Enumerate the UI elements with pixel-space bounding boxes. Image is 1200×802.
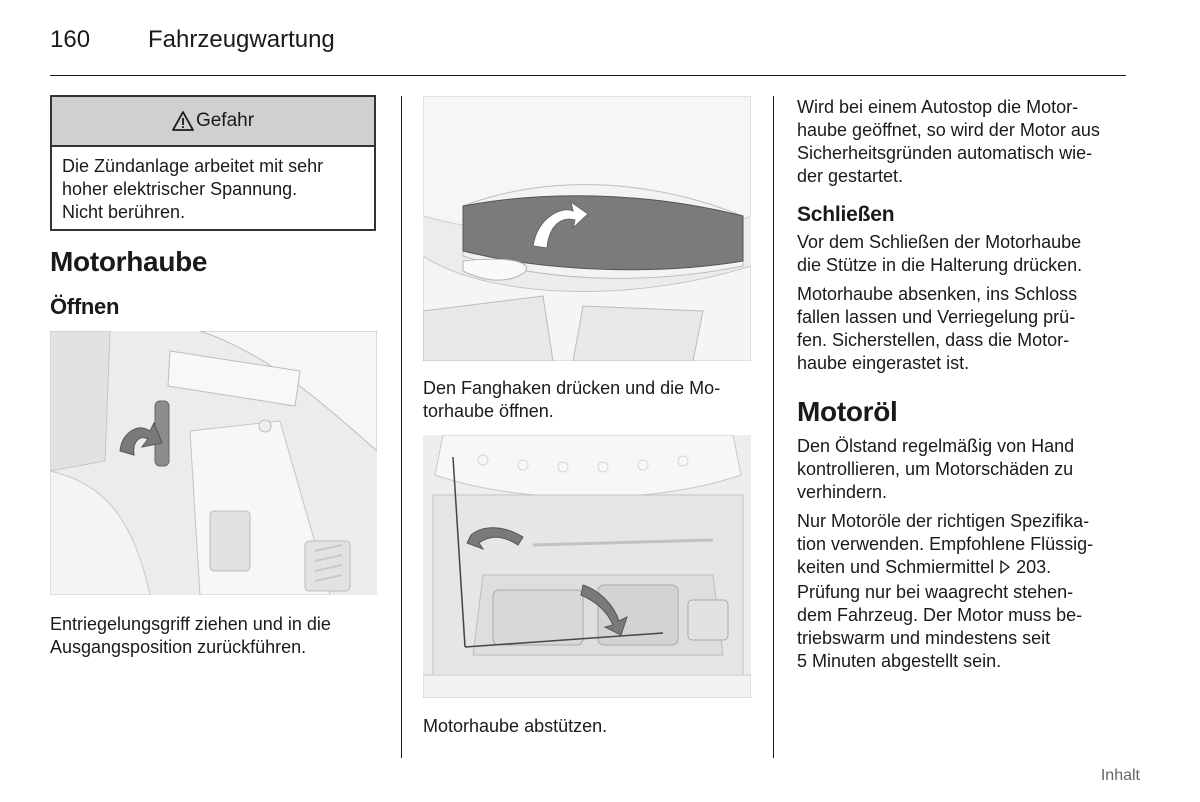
subsection-heading-oeffnen: Öffnen xyxy=(50,294,120,319)
oil-reference-page[interactable]: 203. xyxy=(1011,557,1052,577)
danger-notice-text: Die Zündanlage arbeitet mit sehr hoher elektrischer Spannung. Nicht berühren. xyxy=(62,156,324,222)
oil-paragraph-2-text: Nur Motoröle der richtigen Spezifika- tion verwenden. Empfohlene Flüssig- keiten und Schmiermittel xyxy=(797,511,1094,577)
oil-paragraph-2 xyxy=(797,510,1137,579)
chapter-title: Fahrzeugwartung xyxy=(148,26,335,53)
illustration-hood-prop xyxy=(423,435,751,698)
danger-notice-title: Gefahr xyxy=(195,110,255,131)
header-rule xyxy=(50,75,1126,76)
danger-notice-box xyxy=(50,95,376,231)
warning-triangle-icon xyxy=(172,111,194,131)
illustration-release-lever xyxy=(50,331,377,595)
caption-safety-catch: Den Fanghaken drücken und die Mo- torhaube öffnen. xyxy=(423,378,721,421)
column-divider-2 xyxy=(773,96,774,758)
heading-schliessen: Schließen xyxy=(797,203,895,226)
oil-paragraph-1: Den Ölstand regelmäßig von Hand kontrollieren, um Motorschäden zu verhindern. xyxy=(797,436,1075,502)
page-reference-icon[interactable] xyxy=(999,560,1011,574)
closing-paragraph-2: Motorhaube absenken, ins Schloss fallen lassen und Verriegelung prü- fen. Sicherstellen, dass die Motor- haube eingerastet ist. xyxy=(797,284,1078,373)
danger-notice-header xyxy=(52,97,374,147)
section-heading-motoroel: Motoröl xyxy=(797,396,898,427)
section-heading-motorhaube: Motorhaube xyxy=(50,246,208,277)
page-number: 160 xyxy=(50,26,91,53)
caption-release-lever: Entriegelungsgriff ziehen und in die Ausgangsposition zurückführen. xyxy=(50,614,331,657)
autostop-paragraph: Wird bei einem Autostop die Motor- haube geöffnet, so wird der Motor aus Sicherheitsgründen automatisch wie- der gestartet. xyxy=(797,97,1100,186)
closing-paragraph-1: Vor dem Schließen der Motorhaube die Stütze in die Halterung drücken. xyxy=(797,232,1083,275)
caption-hood-prop: Motorhaube abstützen. xyxy=(423,716,608,736)
column-divider-1 xyxy=(401,96,402,758)
illustration-safety-catch xyxy=(423,96,751,361)
oil-paragraph-3: Prüfung nur bei waagrecht stehen- dem Fahrzeug. Der Motor muss be- triebswarm und mindestens seit 5 Minuten abgestellt sein. xyxy=(797,582,1083,671)
contents-link[interactable]: Inhalt xyxy=(1100,767,1140,784)
